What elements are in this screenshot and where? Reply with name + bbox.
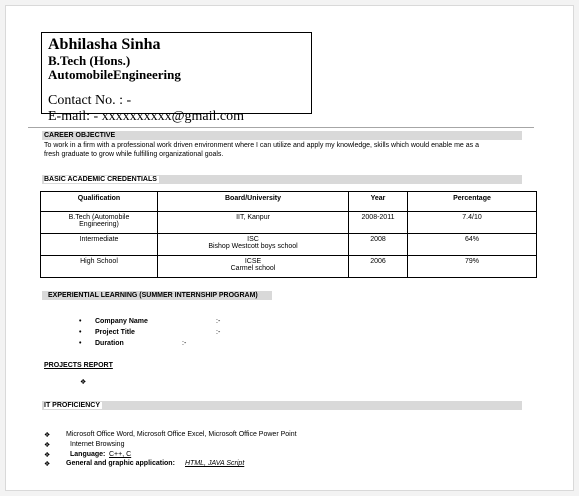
- col-qualification: Qualification: [41, 192, 158, 212]
- cell-board: [158, 256, 349, 278]
- diamond-bullet-icon: ❖: [44, 432, 51, 439]
- diamond-bullet-icon: ❖: [44, 442, 51, 449]
- bullet-icon: •: [79, 318, 82, 325]
- career-text-1: To work in a firm with a professional work driven environment where I can utilize and apply my knowledge, skills which would enable me as a: [44, 142, 479, 149]
- table-row: [41, 256, 537, 278]
- duration-sep: :-: [182, 340, 187, 347]
- bullet-icon: •: [79, 340, 82, 347]
- academic-table: [40, 191, 537, 278]
- header-box: [41, 32, 312, 124]
- cell-board: [158, 234, 349, 256]
- diamond-bullet-icon: ❖: [44, 452, 51, 459]
- col-board: Board/University: [158, 192, 349, 212]
- board-line: ISC: [247, 236, 259, 243]
- duration-label: Duration: [95, 340, 124, 347]
- cell-qualification: High School: [41, 256, 158, 278]
- table-header-row: [41, 192, 537, 212]
- cell-qualification: [41, 212, 158, 234]
- it-heading: IT PROFICIENCY: [44, 402, 101, 409]
- cell-percentage: 64%: [408, 234, 537, 256]
- general-app-label: General and graphic application:: [66, 460, 175, 467]
- cell-qualification: Intermediate: [41, 234, 158, 256]
- col-year: Year: [349, 192, 408, 212]
- cell-percentage: 79%: [408, 256, 537, 278]
- experiential-heading: EXPERIENTIAL LEARNING (SUMMER INTERNSHIP PROGRAM): [48, 292, 258, 299]
- contact-number: Contact No. : -: [48, 93, 132, 108]
- cell-year: 2008: [349, 234, 408, 256]
- cell-board: [158, 212, 349, 234]
- project-title-label: Project Title: [95, 329, 135, 336]
- career-text-2: fresh graduate to grow while fulfilling organizational goals.: [44, 151, 224, 158]
- company-name-sep: :-: [216, 318, 221, 325]
- qualification-line: B.Tech (Automobile: [68, 214, 130, 221]
- board-line: ICSE: [244, 258, 262, 265]
- company-name-label: Company Name: [95, 318, 148, 325]
- diamond-bullet-icon: ❖: [80, 379, 87, 386]
- projects-heading: PROJECTS REPORT: [44, 362, 113, 369]
- general-app-value: HTML, JAVA Script: [185, 460, 245, 467]
- language-value: C++, C: [109, 451, 132, 458]
- header-rule: [28, 127, 534, 128]
- board-line: IIT, Kanpur: [236, 214, 270, 221]
- board-line: Bishop Westcott boys school: [208, 243, 298, 250]
- email-line: E-mail: - xxxxxxxxxx@gmail.com: [48, 109, 245, 124]
- table-row: [41, 234, 537, 256]
- academic-heading: BASIC ACADEMIC CREDENTIALS: [44, 176, 157, 183]
- bullet-icon: •: [79, 329, 82, 336]
- degree: B.Tech (Hons.): [48, 53, 131, 68]
- career-heading: CAREER OBJECTIVE: [44, 132, 116, 139]
- diamond-bullet-icon: ❖: [44, 461, 51, 468]
- cell-year: 2008-2011: [349, 212, 408, 234]
- language-label: Language:: [70, 451, 106, 458]
- col-percentage: Percentage: [408, 192, 537, 212]
- cell-percentage: 7.4/10: [408, 212, 537, 234]
- qualification-line: Engineering): [79, 221, 119, 228]
- it-band: [42, 401, 522, 410]
- candidate-name: Abhilasha Sinha: [48, 36, 161, 53]
- department: AutomobileEngineering: [48, 67, 181, 82]
- board-line: Carmel school: [230, 265, 276, 272]
- it-browsing: Internet Browsing: [70, 441, 125, 448]
- table-row: [41, 212, 537, 234]
- it-office: Microsoft Office Word, Microsoft Office Excel, Microsoft Office Power Point: [66, 431, 297, 438]
- cell-year: 2006: [349, 256, 408, 278]
- project-title-sep: :-: [216, 329, 221, 336]
